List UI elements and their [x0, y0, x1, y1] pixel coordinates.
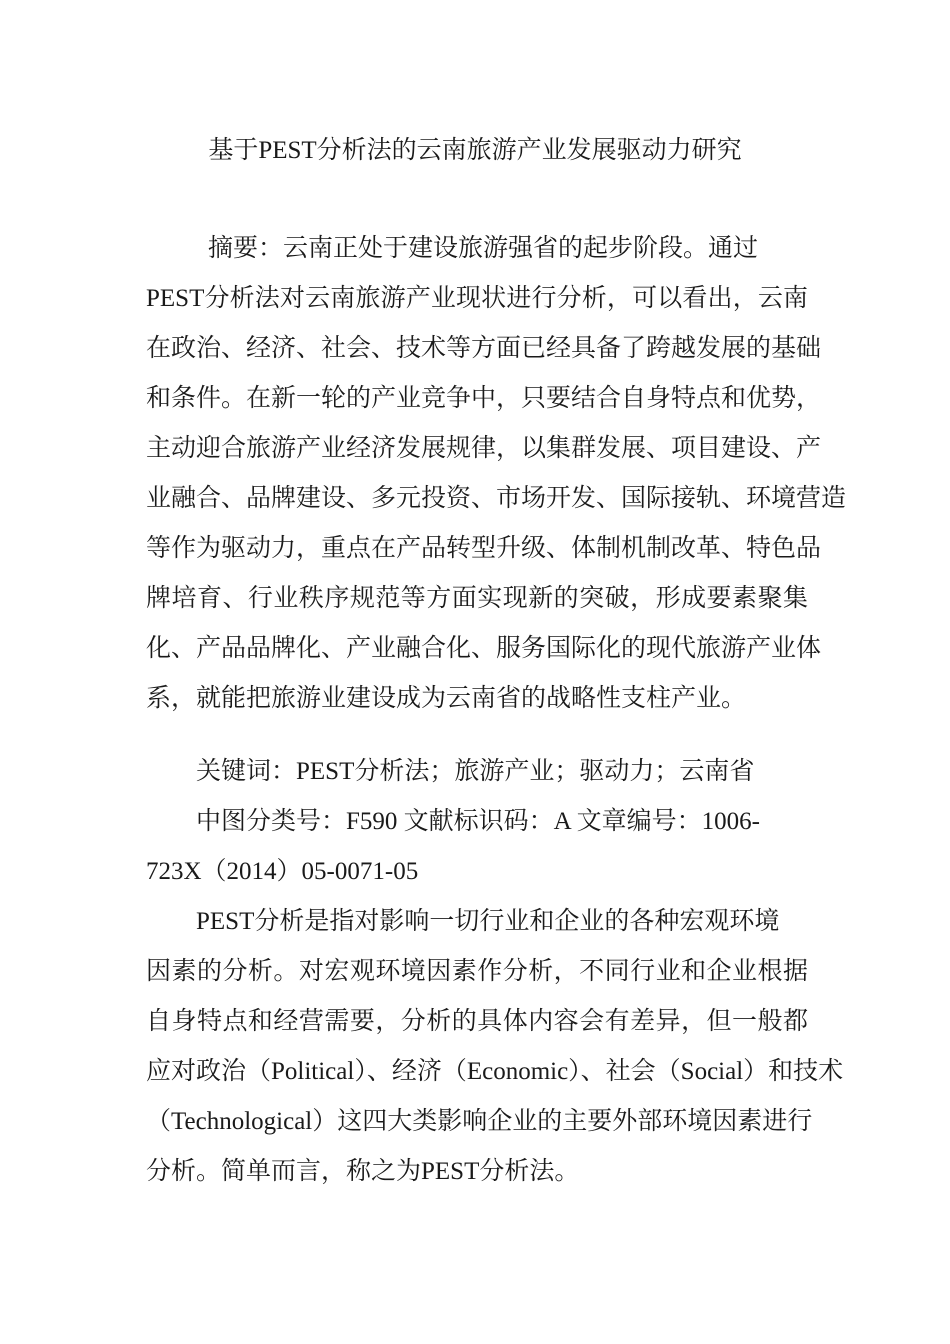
abstract-line-5: 主动迎合旅游产业经济发展规律，以集群发展、项目建设、产	[146, 435, 822, 462]
abstract-line-10: 系，就能把旅游业建设成为云南省的战略性支柱产业。	[146, 685, 747, 712]
body-line-3: 自身特点和经营需要，分析的具体内容会有差异，但一般都	[146, 1008, 808, 1035]
abstract-line-6: 业融合、品牌建设、多元投资、市场开发、国际接轨、环境营造	[146, 485, 847, 512]
classification-line-1: 中图分类号：F590 文献标识码：A 文章编号：1006-	[196, 808, 760, 835]
abstract-line-9: 化、产品品牌化、产业融合化、服务国际化的现代旅游产业体	[146, 635, 822, 662]
abstract-line-2: PEST分析法对云南旅游产业现状进行分析，可以看出，云南	[146, 285, 808, 312]
body-line-4: 应对政治（Political）、经济（Economic）、社会（Social）和技术	[146, 1058, 844, 1085]
abstract-line-8: 牌培育、行业秩序规范等方面实现新的突破，形成要素聚集	[146, 585, 808, 612]
abstract-line-7: 等作为驱动力，重点在产品转型升级、体制机制改革、特色品	[146, 535, 822, 562]
body-line-5: （Technological）这四大类影响企业的主要外部环境因素进行	[146, 1108, 813, 1135]
abstract-line-4: 和条件。在新一轮的产业竞争中，只要结合自身特点和优势，	[146, 385, 822, 412]
classification-line-2: 723X（2014）05-0071-05	[146, 858, 419, 885]
body-line-1: PEST分析是指对影响一切行业和企业的各种宏观环境	[196, 908, 780, 935]
body-line-6: 分析。简单而言，称之为PEST分析法。	[146, 1158, 580, 1185]
keywords-line: 关键词：PEST分析法；旅游产业；驱动力；云南省	[196, 758, 755, 785]
body-line-2: 因素的分析。对宏观环境因素作分析，不同行业和企业根据	[146, 958, 808, 985]
document-title: 基于PEST分析法的云南旅游产业发展驱动力研究	[208, 137, 742, 164]
abstract-line-3: 在政治、经济、社会、技术等方面已经具备了跨越发展的基础	[146, 335, 822, 362]
abstract-line-1: 摘要：云南正处于建设旅游强省的起步阶段。通过	[208, 235, 759, 262]
